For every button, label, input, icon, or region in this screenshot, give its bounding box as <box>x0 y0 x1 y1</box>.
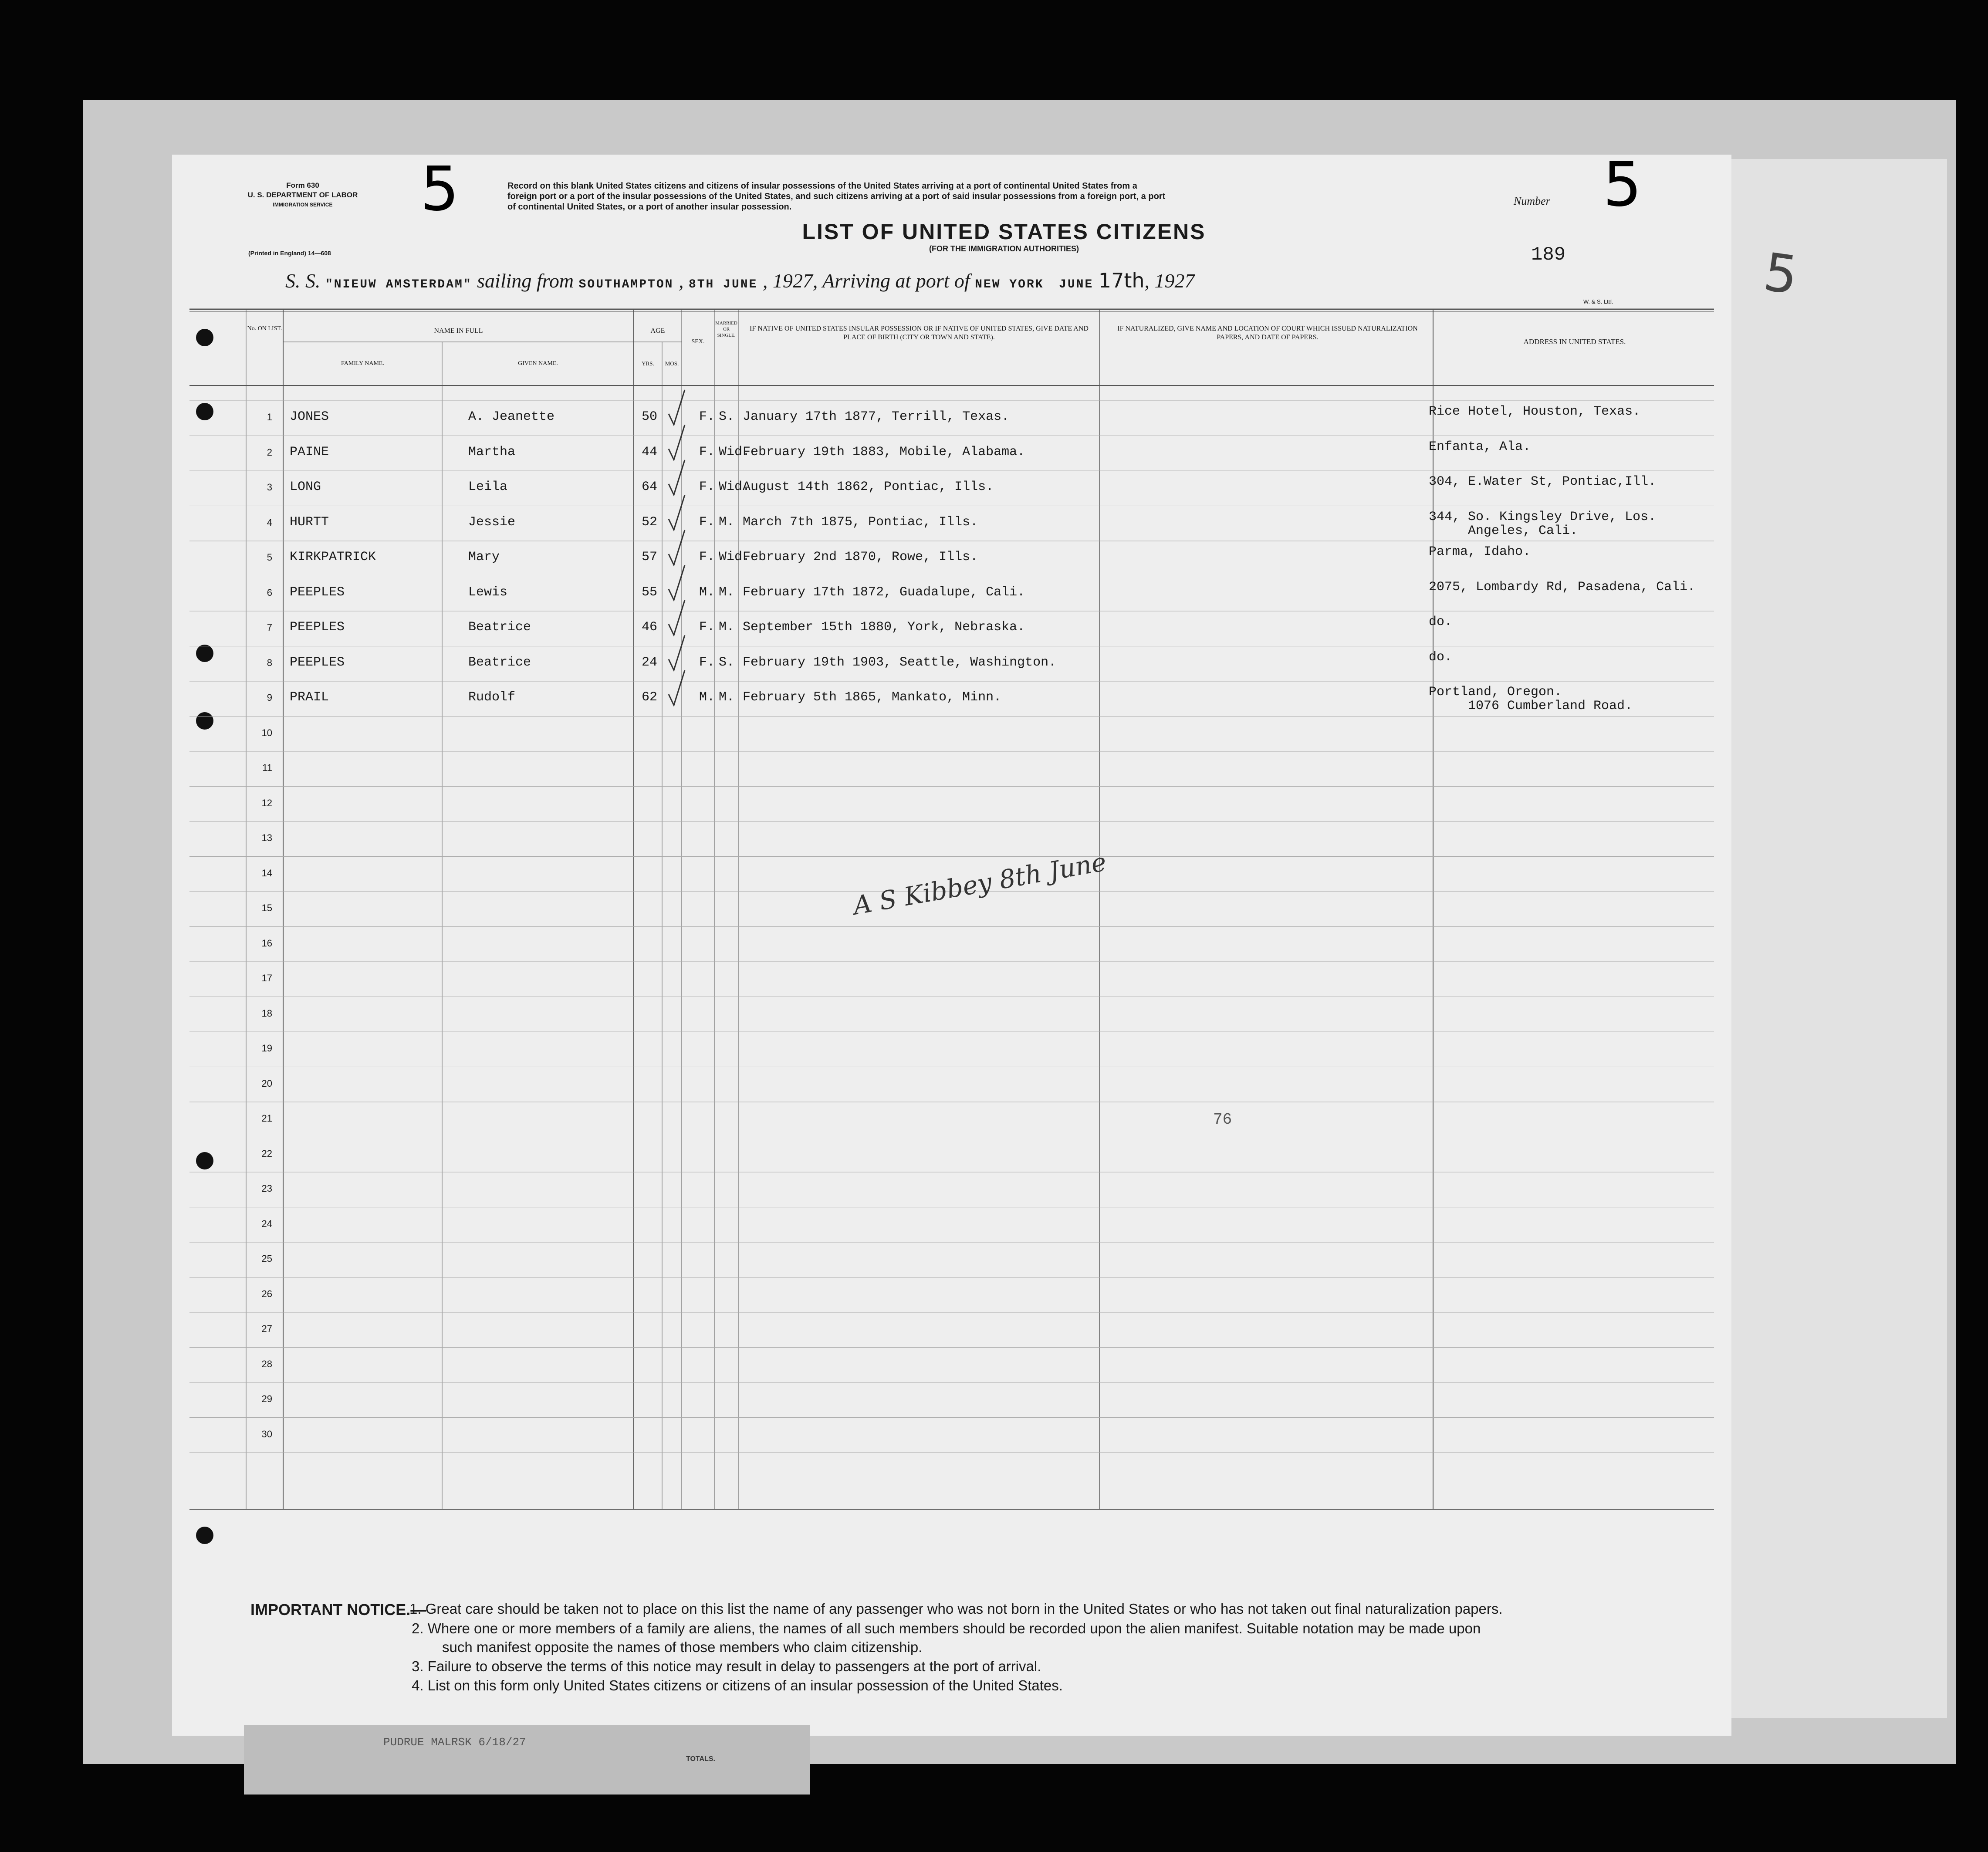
form-number: Form 630 <box>286 181 319 189</box>
manifest-page <box>172 149 1731 1736</box>
family-name: KIRKPATRICK <box>290 550 376 564</box>
check-mark <box>669 600 685 635</box>
check-mark <box>669 530 685 565</box>
row-number: 26 <box>261 1288 272 1299</box>
marital-status: M. <box>719 690 735 705</box>
sex: M. <box>699 690 715 705</box>
notice-heading: IMPORTANT NOTICE.— <box>250 1601 426 1619</box>
row-number: 30 <box>261 1428 272 1440</box>
age-years: 64 <box>642 480 658 494</box>
birth-info: February 2nd 1870, Rowe, Ills. <box>743 550 978 564</box>
given-name: Jessie <box>468 514 516 530</box>
family-name: PEEPLES <box>290 620 345 635</box>
record-line: foreign port or a port of the insular possessions of the United States, and such citizens arriving at a port of said insular possessions from a foreign port, a port <box>507 192 1166 201</box>
row-number: 8 <box>267 657 272 668</box>
sex: F. <box>699 550 715 564</box>
arrival-day: 17th <box>1098 269 1145 292</box>
col-years: YRS. <box>642 360 654 367</box>
sex: F. <box>699 409 715 424</box>
list-number: 5 <box>1603 149 1642 220</box>
departure-year: 27 <box>792 270 813 292</box>
year-prefix: 19 <box>1154 270 1175 292</box>
check-mark <box>669 565 685 600</box>
row-number: 12 <box>261 797 272 808</box>
col-address: ADDRESS IN UNITED STATES. <box>1523 338 1626 346</box>
check-mark <box>669 425 685 460</box>
sex: F. <box>699 620 715 635</box>
marital-status: M. <box>719 585 735 600</box>
departure-port: SOUTHAMPTON <box>578 278 674 291</box>
row-number: 17 <box>261 973 272 983</box>
page-mark: 76 <box>1213 1111 1232 1129</box>
given-name: Lewis <box>468 585 508 600</box>
age-years: 44 <box>642 444 658 460</box>
marital-status: Wid. <box>719 550 751 564</box>
check-mark <box>669 460 685 495</box>
given-name: Beatrice <box>468 655 531 670</box>
family-name: PEEPLES <box>290 585 345 600</box>
departure-date: 8TH JUNE <box>688 278 758 291</box>
given-name: Leila <box>468 480 508 494</box>
address: Portland, Oregon. <box>1429 685 1562 700</box>
sex: F. <box>699 480 715 494</box>
stamp: PUDRUE MALRSK 6/18/27 <box>383 1736 526 1749</box>
row-number: 18 <box>261 1007 272 1019</box>
record-line: Record on this blank United States citizens and citizens of insular possessions of the United States arriving at a port of continental United States from a <box>507 181 1137 191</box>
arrival-year: 27 <box>1174 270 1195 292</box>
sex: F. <box>699 514 715 530</box>
record-line: of continental United States, or a port of another insular possession. <box>507 202 792 212</box>
check-mark <box>669 495 685 530</box>
marital-status: M. <box>719 514 735 530</box>
row-number: 21 <box>261 1113 272 1124</box>
family-name: PRAIL <box>290 690 329 705</box>
printed-in: (Printed in England) 14—608 <box>248 250 331 257</box>
col-no: No. ON LIST. <box>247 325 282 332</box>
birth-info: August 14th 1862, Pontiac, Ills. <box>743 480 994 494</box>
col-age: AGE <box>650 327 665 335</box>
address: do. <box>1429 615 1453 629</box>
service: IMMIGRATION SERVICE <box>273 202 333 208</box>
age-years: 24 <box>642 655 658 670</box>
totals-label: TOTALS. <box>686 1755 715 1763</box>
col-given: GIVEN NAME. <box>518 360 558 367</box>
birth-info: February 19th 1883, Mobile, Alabama. <box>743 444 1025 460</box>
birth-info: February 5th 1865, Mankato, Minn. <box>743 690 1002 705</box>
row-number: 24 <box>261 1218 272 1229</box>
address: Enfanta, Ala. <box>1429 439 1531 454</box>
row-number: 5 <box>267 552 272 563</box>
col-family: FAMILY NAME. <box>341 360 384 367</box>
table-grid <box>172 149 1731 1736</box>
handwritten-number: 5 <box>420 154 460 225</box>
birth-info: February 17th 1872, Guadalupe, Cali. <box>743 585 1025 600</box>
row-number: 15 <box>261 902 272 913</box>
birth-info: March 7th 1875, Pontiac, Ills. <box>743 514 978 530</box>
address-line-2: 1076 Cumberland Road. <box>1468 699 1633 713</box>
ship-name: "NIEUW AMSTERDAM" <box>325 278 472 291</box>
row-number: 14 <box>261 867 272 879</box>
sex: F. <box>699 444 715 460</box>
notice-item-1: 1. Great care should be taken not to place on this list the name of any passenger who was not born in the United States or who has not taken out final naturalization papers. <box>409 1601 1503 1617</box>
marital-status: S. <box>719 655 735 670</box>
age-years: 55 <box>642 585 658 600</box>
number-label: Number <box>1514 195 1550 207</box>
page-subtitle: (FOR THE IMMIGRATION AUTHORITIES) <box>929 244 1079 253</box>
row-number: 10 <box>261 727 272 738</box>
age-years: 62 <box>642 690 658 705</box>
given-name: Beatrice <box>468 620 531 635</box>
age-years: 57 <box>642 550 658 564</box>
given-name: Martha <box>468 444 516 460</box>
arriving-label: Arriving at port of <box>822 270 970 292</box>
check-mark <box>669 670 685 705</box>
row-number: 25 <box>261 1253 272 1264</box>
family-name: PEEPLES <box>290 655 345 670</box>
sheet-number: 189 <box>1531 244 1566 266</box>
given-name: Rudolf <box>468 690 516 705</box>
page-title: LIST OF UNITED STATES CITIZENS <box>802 220 1206 244</box>
address: 2075, Lombardy Rd, Pasadena, Cali. <box>1429 579 1696 595</box>
row-number: 27 <box>261 1323 272 1334</box>
row-number: 13 <box>261 832 272 843</box>
birth-info: September 15th 1880, York, Nebraska. <box>743 620 1025 635</box>
family-name: HURTT <box>290 514 329 530</box>
arrival-port: NEW YORK <box>975 278 1044 291</box>
col-name: NAME IN FULL <box>434 327 483 335</box>
printer-mark: W. & S. Ltd. <box>1583 298 1613 305</box>
family-name: PAINE <box>290 444 329 460</box>
address: 304, E.Water St, Pontiac,Ill. <box>1429 474 1657 489</box>
sex: F. <box>699 655 715 670</box>
marital-status: Wid. <box>719 444 751 460</box>
marital-status: S. <box>719 409 735 424</box>
row-number: 16 <box>261 937 272 949</box>
age-years: 46 <box>642 620 658 635</box>
year-prefix: 19 <box>772 270 793 292</box>
row-number: 29 <box>261 1393 272 1404</box>
sex: M. <box>699 585 715 600</box>
check-mark <box>669 635 685 670</box>
family-name: LONG <box>290 480 321 494</box>
arrival-month: JUNE <box>1059 278 1094 291</box>
address: Parma, Idaho. <box>1429 544 1531 559</box>
row-number: 4 <box>267 517 272 528</box>
signature: A S Kibbey 8th June <box>851 847 1109 921</box>
notice-item-4: 4. List on this form only United States citizens or citizens of an insular possession of the United States. <box>412 1677 1063 1693</box>
age-years: 52 <box>642 514 658 530</box>
col-months: MOS. <box>665 360 679 367</box>
row-number: 11 <box>262 762 272 773</box>
voyage-line: S. S. "NIEUW AMSTERDAM" sailing from SOUTHAMPTON , 8TH JUNE , 1927, Arriving at port of NEW YORK JUNE 17th, 1927 <box>285 269 1195 292</box>
underlying-page <box>244 1725 810 1795</box>
row-number: 23 <box>261 1183 272 1194</box>
col-naturalized: IF NATURALIZED, GIVE NAME AND LOCATION OF COURT WHICH ISSUED NATURALIZATION PAPERS, AND DATE OF PAPERS. <box>1117 325 1418 341</box>
row-number: 6 <box>267 587 272 598</box>
address: Rice Hotel, Houston, Texas. <box>1429 404 1641 419</box>
row-number: 22 <box>261 1148 272 1159</box>
birth-info: January 17th 1877, Terrill, Texas. <box>743 409 1010 424</box>
sailing-label: sailing from <box>477 270 574 292</box>
age-years: 50 <box>642 409 658 424</box>
address: 344, So. Kingsley Drive, Los. <box>1429 509 1657 524</box>
row-number: 1 <box>267 412 272 422</box>
row-number: 19 <box>261 1043 272 1054</box>
row-number: 3 <box>267 482 272 493</box>
col-married: MARRIED OR SINGLE. <box>715 321 737 338</box>
given-name: A. Jeanette <box>468 409 555 424</box>
address-line-2: Angeles, Cali. <box>1468 523 1578 538</box>
given-name: Mary <box>468 550 500 564</box>
department: U. S. DEPARTMENT OF LABOR <box>247 191 358 199</box>
notice-item-2: 2. Where one or more members of a family are aliens, the names of all such members should be recorded upon the alien manifest. Suitable notation may be made upon <box>412 1620 1481 1636</box>
adjacent-page <box>1721 159 1947 1718</box>
row-number: 9 <box>267 692 272 703</box>
ship-prefix: S. S. <box>285 270 321 292</box>
row-number: 28 <box>261 1358 272 1369</box>
row-number: 2 <box>267 446 272 458</box>
col-birth: IF NATIVE OF UNITED STATES INSULAR POSSESSION OR IF NATIVE OF UNITED STATES, GIVE DATE AND PLACE OF BIRTH (CITY OR TOWN AND STATE). <box>750 325 1089 341</box>
address: do. <box>1429 649 1453 665</box>
check-mark <box>669 390 685 425</box>
col-sex: SEX. <box>691 338 705 345</box>
family-name: JONES <box>290 409 329 424</box>
row-number: 20 <box>261 1078 272 1089</box>
birth-info: February 19th 1903, Seattle, Washington. <box>743 655 1057 670</box>
marital-status: Wid. <box>719 480 751 494</box>
notice-item-2-cont: such manifest opposite the names of those members who claim citizenship. <box>442 1639 923 1655</box>
marital-status: M. <box>719 620 735 635</box>
notice-item-3: 3. Failure to observe the terms of this notice may result in delay to passengers at the port of arrival. <box>412 1658 1041 1674</box>
margin-number: 5 <box>1760 242 1802 307</box>
row-number: 7 <box>267 622 272 633</box>
